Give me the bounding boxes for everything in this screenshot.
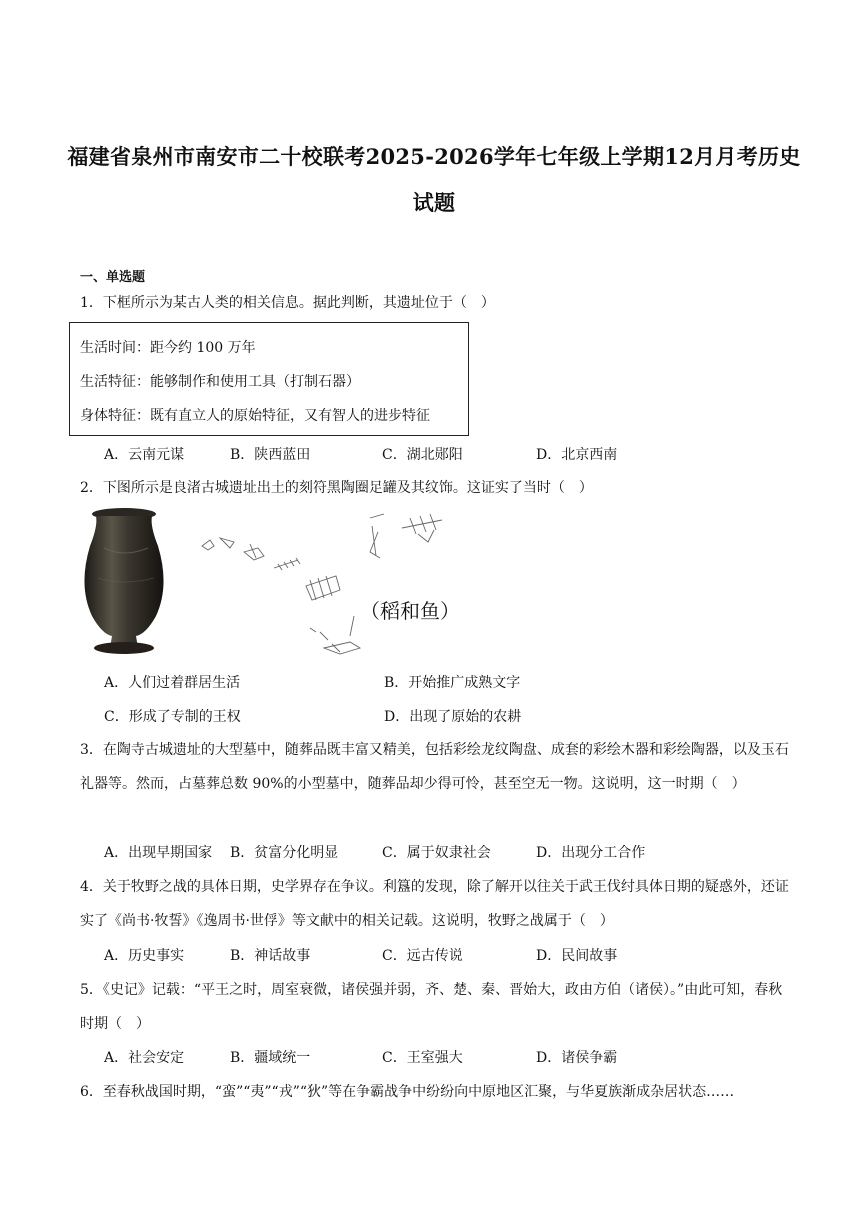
option-c[interactable]: C．王室强大	[382, 1050, 463, 1066]
option-b[interactable]: B．神话故事	[230, 948, 311, 964]
option-b[interactable]: B．疆域统一	[230, 1050, 311, 1066]
info-line: 身体特征：既有直立人的原始特征，又有智人的进步特征	[80, 408, 430, 424]
question-2-options	[104, 672, 520, 692]
option-c[interactable]: C．远古传说	[382, 948, 463, 964]
option-c[interactable]: C．湖北郧阳	[382, 447, 463, 463]
option-a[interactable]: A．云南元谋	[104, 447, 185, 463]
question-1-options	[104, 444, 617, 464]
question-5-options	[104, 1047, 617, 1067]
option-d[interactable]: D．民间故事	[536, 948, 618, 964]
option-a[interactable]: A．出现早期国家	[104, 845, 213, 861]
option-c[interactable]: C．属于奴隶社会	[382, 845, 491, 861]
question-3-stem: 3．在陶寺古城遗址的大型墓中，随葬品既丰富又精美，包括彩绘龙纹陶盘、成套的彩绘木器和彩绘陶器，以及玉石礼器等。然而，占墓葬总数 90%的小型墓中，随葬品却少得可怜，甚至空无一物。这说明，这一时期（ ）	[80, 742, 789, 792]
option-d[interactable]: D．北京西南	[536, 447, 618, 463]
option-b[interactable]: B．陕西蓝田	[230, 447, 311, 463]
question-5-stem: 5．《史记》记载：“平王之时，周室衰微，诸侯强并弱，齐、楚、秦、晋始大，政由方伯（诸侯）。”由此可知，春秋时期（ ）	[80, 982, 783, 1032]
option-a[interactable]: A．历史事实	[104, 948, 185, 964]
option-d[interactable]: D．出现了原始的农耕	[384, 709, 522, 725]
option-b[interactable]: B．开始推广成熟文字	[384, 675, 521, 691]
question-6-stem: 6．至春秋战国时期，“蛮”“夷”“戎”“狄”等在争霸战争中纷纷向中原地区汇聚，与华夏族渐成杂居状态……	[80, 1084, 735, 1100]
pottery-figure	[84, 508, 524, 658]
question-4-stem: 4．关于牧野之战的具体日期，史学界存在争议。利簋的发现，除了解开以往关于武王伐纣具体日期的疑惑外，还证实了《尚书·牧誓》《逸周书·世俘》等文献中的相关记载。这说明，牧野之战属于（ ）	[80, 879, 789, 929]
option-a[interactable]: A．人们过着群居生活	[104, 675, 241, 691]
figure-caption: （稻和鱼）	[360, 599, 460, 623]
black-pottery-jar-image	[84, 508, 524, 658]
question-1-stem: 1．下框所示为某古人类的相关信息。据此判断，其遗址位于（ ）	[80, 295, 495, 311]
question-2-options-row2	[104, 706, 521, 726]
option-d[interactable]: D．诸侯争霸	[536, 1050, 618, 1066]
option-b[interactable]: B．贫富分化明显	[230, 845, 339, 861]
info-box	[69, 322, 469, 436]
option-a[interactable]: A．社会安定	[104, 1050, 185, 1066]
question-3-options	[104, 842, 645, 862]
option-d[interactable]: D．出现分工合作	[536, 845, 646, 861]
question-4-options	[104, 945, 617, 965]
option-c[interactable]: C．形成了专制的王权	[104, 709, 241, 725]
section-heading: 一、单选题	[80, 270, 146, 285]
info-line: 生活时间：距今约 100 万年	[80, 340, 256, 356]
info-line: 生活特征：能够制作和使用工具（打制石器）	[80, 374, 360, 390]
question-2-stem: 2．下图所示是良渚古城遗址出土的刻符黑陶圈足罐及其纹饰。这证实了当时（ ）	[80, 480, 593, 496]
page-title: 福建省泉州市南安市二十校联考2025-2026学年七年级上学期12月月考历史试题	[67, 144, 801, 215]
